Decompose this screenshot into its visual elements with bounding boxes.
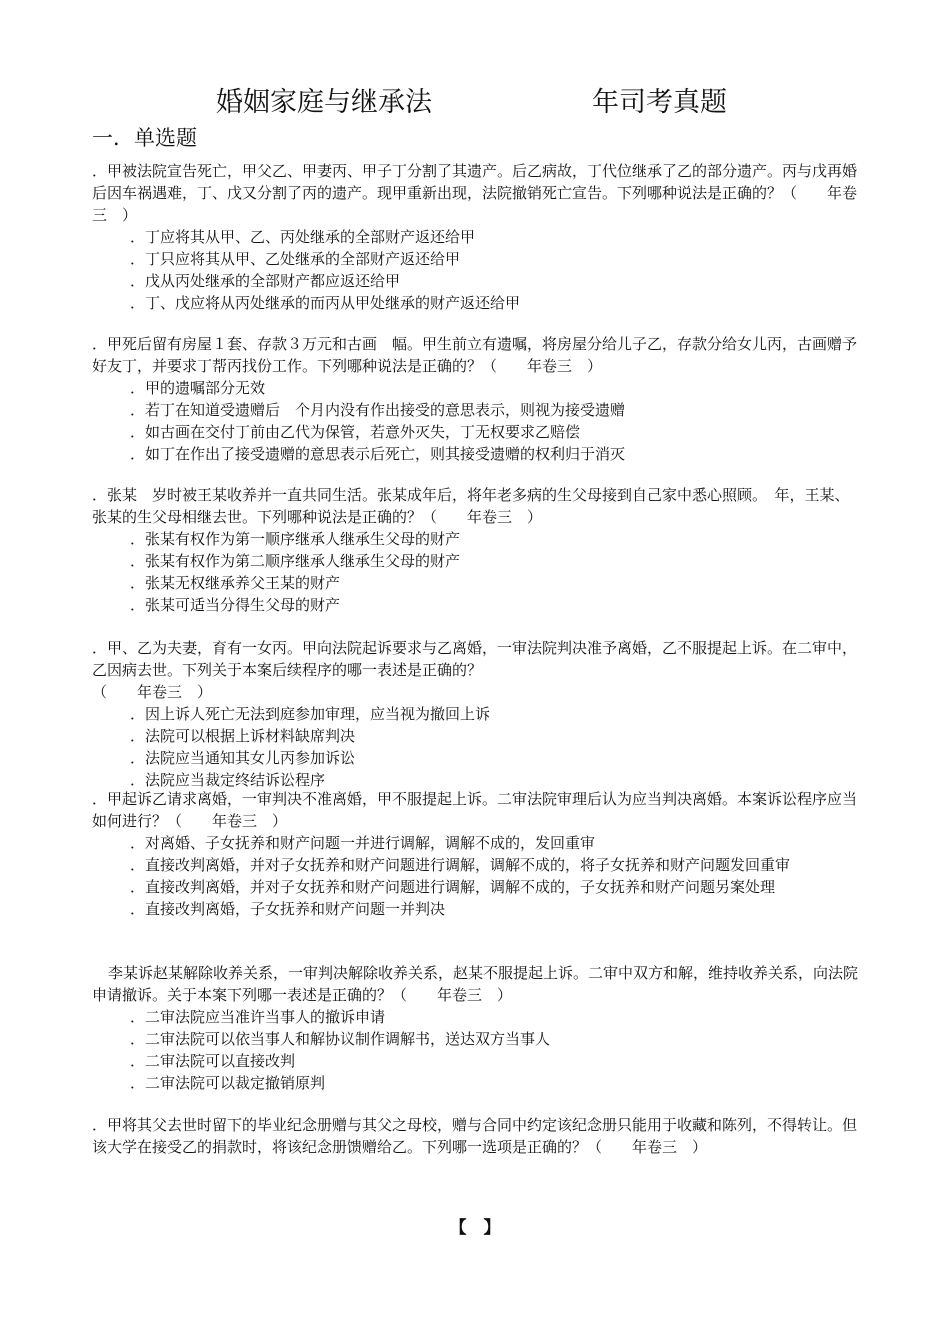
question-stem: ．甲起诉乙请求离婚，一审判决不准离婚，甲不服提起上诉。二审法院审理后认为应当判决离婚。本案诉讼程序应当如何进行？（ 年卷三 ） [92, 790, 858, 830]
question-stem: ．张某 岁时被王某收养并一直共同生活。张某成年后，将年老多病的生父母接到自己家中悉心照顾。 年，王某、张某的生父母相继去世。下列哪种说法是正确的？（ 年卷三 ） [92, 486, 850, 526]
question-4 [92, 637, 862, 791]
option-a: ．丁应将其从甲、乙、丙处继承的全部财产返还给甲 [130, 228, 476, 246]
option-d: ．丁、戊应将从丙处继承的而丙从甲处继承的财产返还给甲 [130, 294, 521, 312]
question-stem: ．甲死后留有房屋１套、存款３万元和古画 幅。甲生前立有遗嘱，将房屋分给儿子乙，存款分给女儿丙，古画赠予好友丁，并要求丁帮丙找份工作。下列哪种说法是正确的？（ 年卷三 ） [92, 335, 858, 375]
option-d: ．如丁在作出了接受遗赠的意思表示后死亡，则其接受遗赠的权利归于消灭 [130, 445, 626, 463]
option-c: ．戊从丙处继承的全部财产都应返还给甲 [130, 272, 401, 290]
option-b: ．二审法院可以依当事人和解协议制作调解书，送达双方当事人 [130, 1030, 551, 1048]
question-3 [92, 484, 862, 616]
question-stem: ．甲、乙为夫妻，育有一女丙。甲向法院起诉要求与乙离婚，一审法院判决准予离婚，乙不服提起上诉。在二审中，乙因病去世。下列关于本案后续程序的哪一表述是正确的？ [92, 639, 858, 679]
option-a: ．对离婚、子女抚养和财产问题一并进行调解，调解不成的，发回重审 [130, 834, 596, 852]
option-c: ．张某无权继承养父王某的财产 [130, 574, 341, 592]
page-footer-bracket: 【 】 [449, 1218, 501, 1238]
option-a: ．甲的遗嘱部分无效 [130, 379, 266, 397]
option-b: ．直接改判离婚，并对子女抚养和财产问题进行调解，调解不成的，将子女抚养和财产问题发回重审 [130, 856, 791, 874]
option-c: ．二审法院可以直接改判 [130, 1052, 296, 1070]
question-7 [92, 1114, 862, 1158]
option-c: ．直接改判离婚，并对子女抚养和财产问题进行调解，调解不成的，子女抚养和财产问题另案处理 [130, 878, 776, 896]
question-stem: 李某诉赵某解除收养关系，一审判决解除收养关系，赵某不服提起上诉。二审中双方和解，维持收养关系，向法院申请撤诉。关于本案下列哪一表述是正确的？（ 年卷三 ） [92, 964, 859, 1004]
title-main: 婚姻家庭与继承法 [216, 87, 432, 118]
option-d: ．二审法院可以裁定撤销原判 [130, 1074, 326, 1092]
option-c: ．如古画在交付丁前由乙代为保管，若意外灭失，丁无权要求乙赔偿 [130, 423, 581, 441]
question-stem: ．甲将其父去世时留下的毕业纪念册赠与其父之母校，赠与合同中约定该纪念册只能用于收藏和陈列，不得转让。但该大学在接受乙的捐款时，将该纪念册馈赠给乙。下列哪一选项是正确的？（ 年卷三 ） [92, 1116, 858, 1156]
option-c: ．法院应当通知其女儿丙参加诉讼 [130, 749, 356, 767]
option-d: ．张某可适当分得生父母的财产 [130, 596, 341, 614]
option-b: ．若丁在知道受遗赠后 个月内没有作出接受的意思表示，则视为接受遗赠 [130, 401, 626, 419]
option-b: ．法院可以根据上诉材料缺席判决 [130, 727, 356, 745]
question-2 [92, 333, 862, 465]
question-5 [92, 788, 862, 920]
option-d: ．法院应当裁定终结诉讼程序 [130, 771, 326, 789]
question-stem: ．甲被法院宣告死亡，甲父乙、甲妻丙、甲子丁分割了其遗产。后乙病故，丁代位继承了乙的部分遗产。丙与戊再婚后因车祸遇难，丁、戊又分割了丙的遗产。现甲重新出现，法院撤销死亡宣告。下列哪种说法是正确的？（ 年卷三 ） [92, 162, 858, 224]
option-a: ．张某有权作为第一顺序继承人继承生父母的财产 [130, 530, 461, 548]
question-6 [92, 962, 862, 1094]
question-year: （ 年卷三 ） [92, 683, 213, 701]
option-a: ．因上诉人死亡无法到庭参加审理，应当视为撤回上诉 [130, 705, 491, 723]
question-1 [92, 160, 862, 314]
option-d: ．直接改判离婚，子女抚养和财产问题一并判决 [130, 900, 446, 918]
section-heading: 一．单选题 [92, 126, 197, 150]
document-title [0, 80, 950, 120]
option-b: ．张某有权作为第二顺序继承人继承生父母的财产 [130, 552, 461, 570]
option-b: ．丁只应将其从甲、乙处继承的全部财产返还给甲 [130, 250, 461, 268]
title-exam: 年司考真题 [592, 87, 727, 118]
option-a: ．二审法院应当准许当事人的撤诉申请 [130, 1008, 386, 1026]
